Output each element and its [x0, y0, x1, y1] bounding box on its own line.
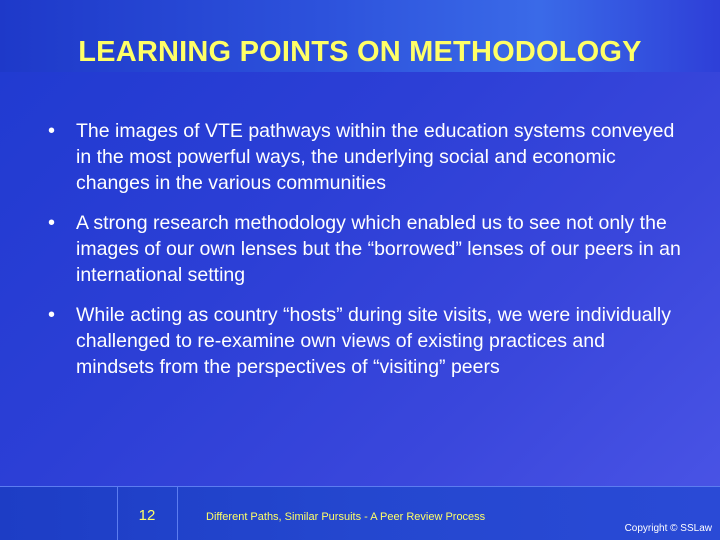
bullet-icon: • [48, 120, 56, 142]
footer-divider [177, 487, 178, 540]
copyright-text: Copyright © SSLaw [624, 523, 712, 534]
bullet-icon: • [48, 304, 56, 326]
bullet-item [48, 210, 688, 288]
bullet-icon: • [48, 212, 56, 234]
bullet-text: While acting as country “hosts” during site visits, we were individually challenged to re-examine own views of existing practices and mindsets from the perspectives of “visiting” peers [76, 304, 671, 378]
bullet-list [48, 118, 688, 394]
bullet-item [48, 118, 688, 196]
bullet-item [48, 302, 688, 380]
footer [0, 486, 720, 540]
bullet-text: A strong research methodology which enabled us to see not only the images of our own lenses but the “borrowed” lenses of our peers in an international setting [76, 212, 681, 286]
bullet-text: The images of VTE pathways within the education systems conveyed in the most powerful ways, the underlying social and economic changes in the various communities [76, 120, 675, 194]
footer-caption: Different Paths, Similar Pursuits - A Peer Review Process [206, 511, 486, 523]
slide-title: LEARNING POINTS ON METHODOLOGY [78, 36, 642, 68]
slide-number: 12 [138, 507, 156, 524]
